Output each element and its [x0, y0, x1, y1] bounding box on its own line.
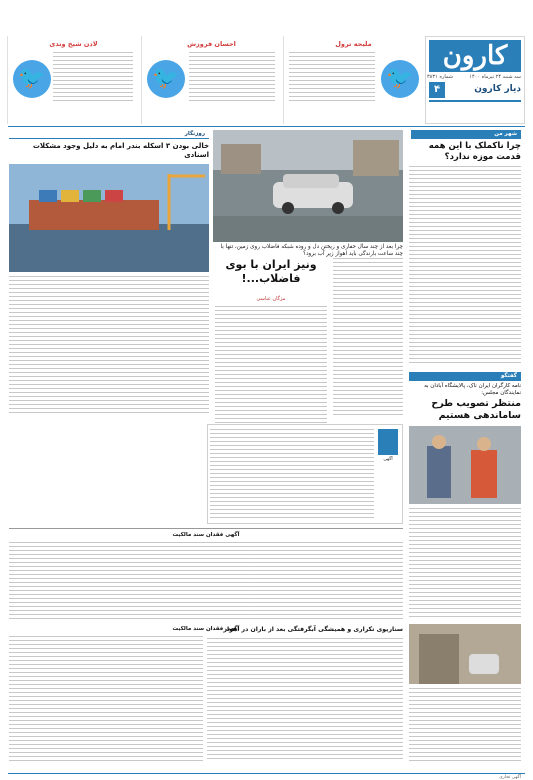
- ad-icon: [378, 429, 398, 455]
- notice-title-2: آگهی فقدان سند مالکیت: [172, 626, 240, 632]
- lead-body-text: [409, 166, 521, 366]
- side-news-body: [9, 276, 209, 416]
- lead-big-title: ونیز ایران با بوی فاضلاب...!: [225, 258, 317, 285]
- notice-box: [207, 424, 403, 524]
- column-text: [189, 52, 275, 104]
- columnist-name: احسان فروزش: [187, 40, 236, 48]
- page-number: ۴: [429, 82, 445, 98]
- twitter-bird-icon: 🐦: [147, 60, 185, 98]
- column-text: [53, 52, 133, 104]
- notice-body-2: [9, 636, 203, 762]
- interview-photo: [409, 426, 521, 504]
- columnist-name: لادن شیخ وندی: [49, 40, 98, 48]
- lead-tag: شهر من: [411, 130, 521, 139]
- workers-image: [409, 426, 521, 504]
- lead-headline: چرا ناکملک با این همه قدمت موزه ندارد؟: [428, 141, 521, 162]
- twitter-bird-icon: 🐦: [381, 60, 419, 98]
- lead-body-column: [215, 306, 327, 426]
- side-news-tag: روزنگار: [9, 130, 209, 139]
- lead-photo: [213, 130, 403, 242]
- bottom-story-body: [207, 638, 403, 762]
- lead-body-column: [333, 258, 403, 418]
- bottom-right-photo: [409, 624, 521, 684]
- issue-date: سه شنبه ۲۴ تیرماه ۱۴۰۰: [469, 74, 521, 80]
- bottom-right-body: [409, 688, 521, 762]
- side-news-headline: خالی بودن ۳ اسکله بندر امام به دلیل وجود مشکلات اسنادی: [32, 142, 209, 159]
- footer-rule: [8, 773, 525, 774]
- notice-title-1: آگهی فقدان سند مالکیت: [172, 532, 240, 538]
- twitter-bird-icon: 🐦: [13, 60, 51, 98]
- lead-author: مژگان عباسی: [256, 296, 286, 302]
- issue-number: شماره ۳۸۳۱: [427, 74, 453, 80]
- interview-body: [409, 508, 521, 620]
- masthead-divider: [429, 100, 521, 102]
- columnist-card: [283, 36, 423, 124]
- newspaper-logo: کارون: [429, 40, 521, 72]
- bottom-story-headline: سناریوی تکراری و همیشگی آبگرفتگی بعد از باران در اهواز: [223, 626, 403, 633]
- column-text: [289, 52, 375, 104]
- page-rule: [8, 126, 525, 127]
- section-title: دیار کارون: [474, 84, 521, 94]
- notice-body-1: [9, 542, 403, 622]
- interview-tag: گفتگو: [409, 372, 521, 381]
- notices-rule: [9, 528, 403, 529]
- street-image: [409, 624, 521, 684]
- flooded-street-image: [213, 130, 403, 242]
- interview-big-headline: منتظر تصویب طرح ساماندهی هستیم: [431, 398, 521, 421]
- columnist-card: [7, 36, 139, 124]
- columnist-card: [141, 36, 281, 124]
- notice-text: [210, 429, 374, 521]
- interview-headline: نامه کارگران ایران ناک، پالایشگاه آبادان به نمایندگان مجلس:: [424, 383, 521, 396]
- footer-label: آگهی تجاری: [499, 775, 521, 780]
- port-photo: [9, 164, 209, 272]
- ad-label: آگهی: [383, 457, 393, 462]
- cargo-port-image: [9, 164, 209, 272]
- columnist-name: ملیحه ترول: [335, 40, 372, 48]
- lead-photo-caption: چرا بعد از چند سال حفاری و ریختن دل و روده شبکه فاضلاب روی زمین، تنها با چند ساعت بارندگی باید اهواز زیر آب برود؟: [220, 244, 403, 257]
